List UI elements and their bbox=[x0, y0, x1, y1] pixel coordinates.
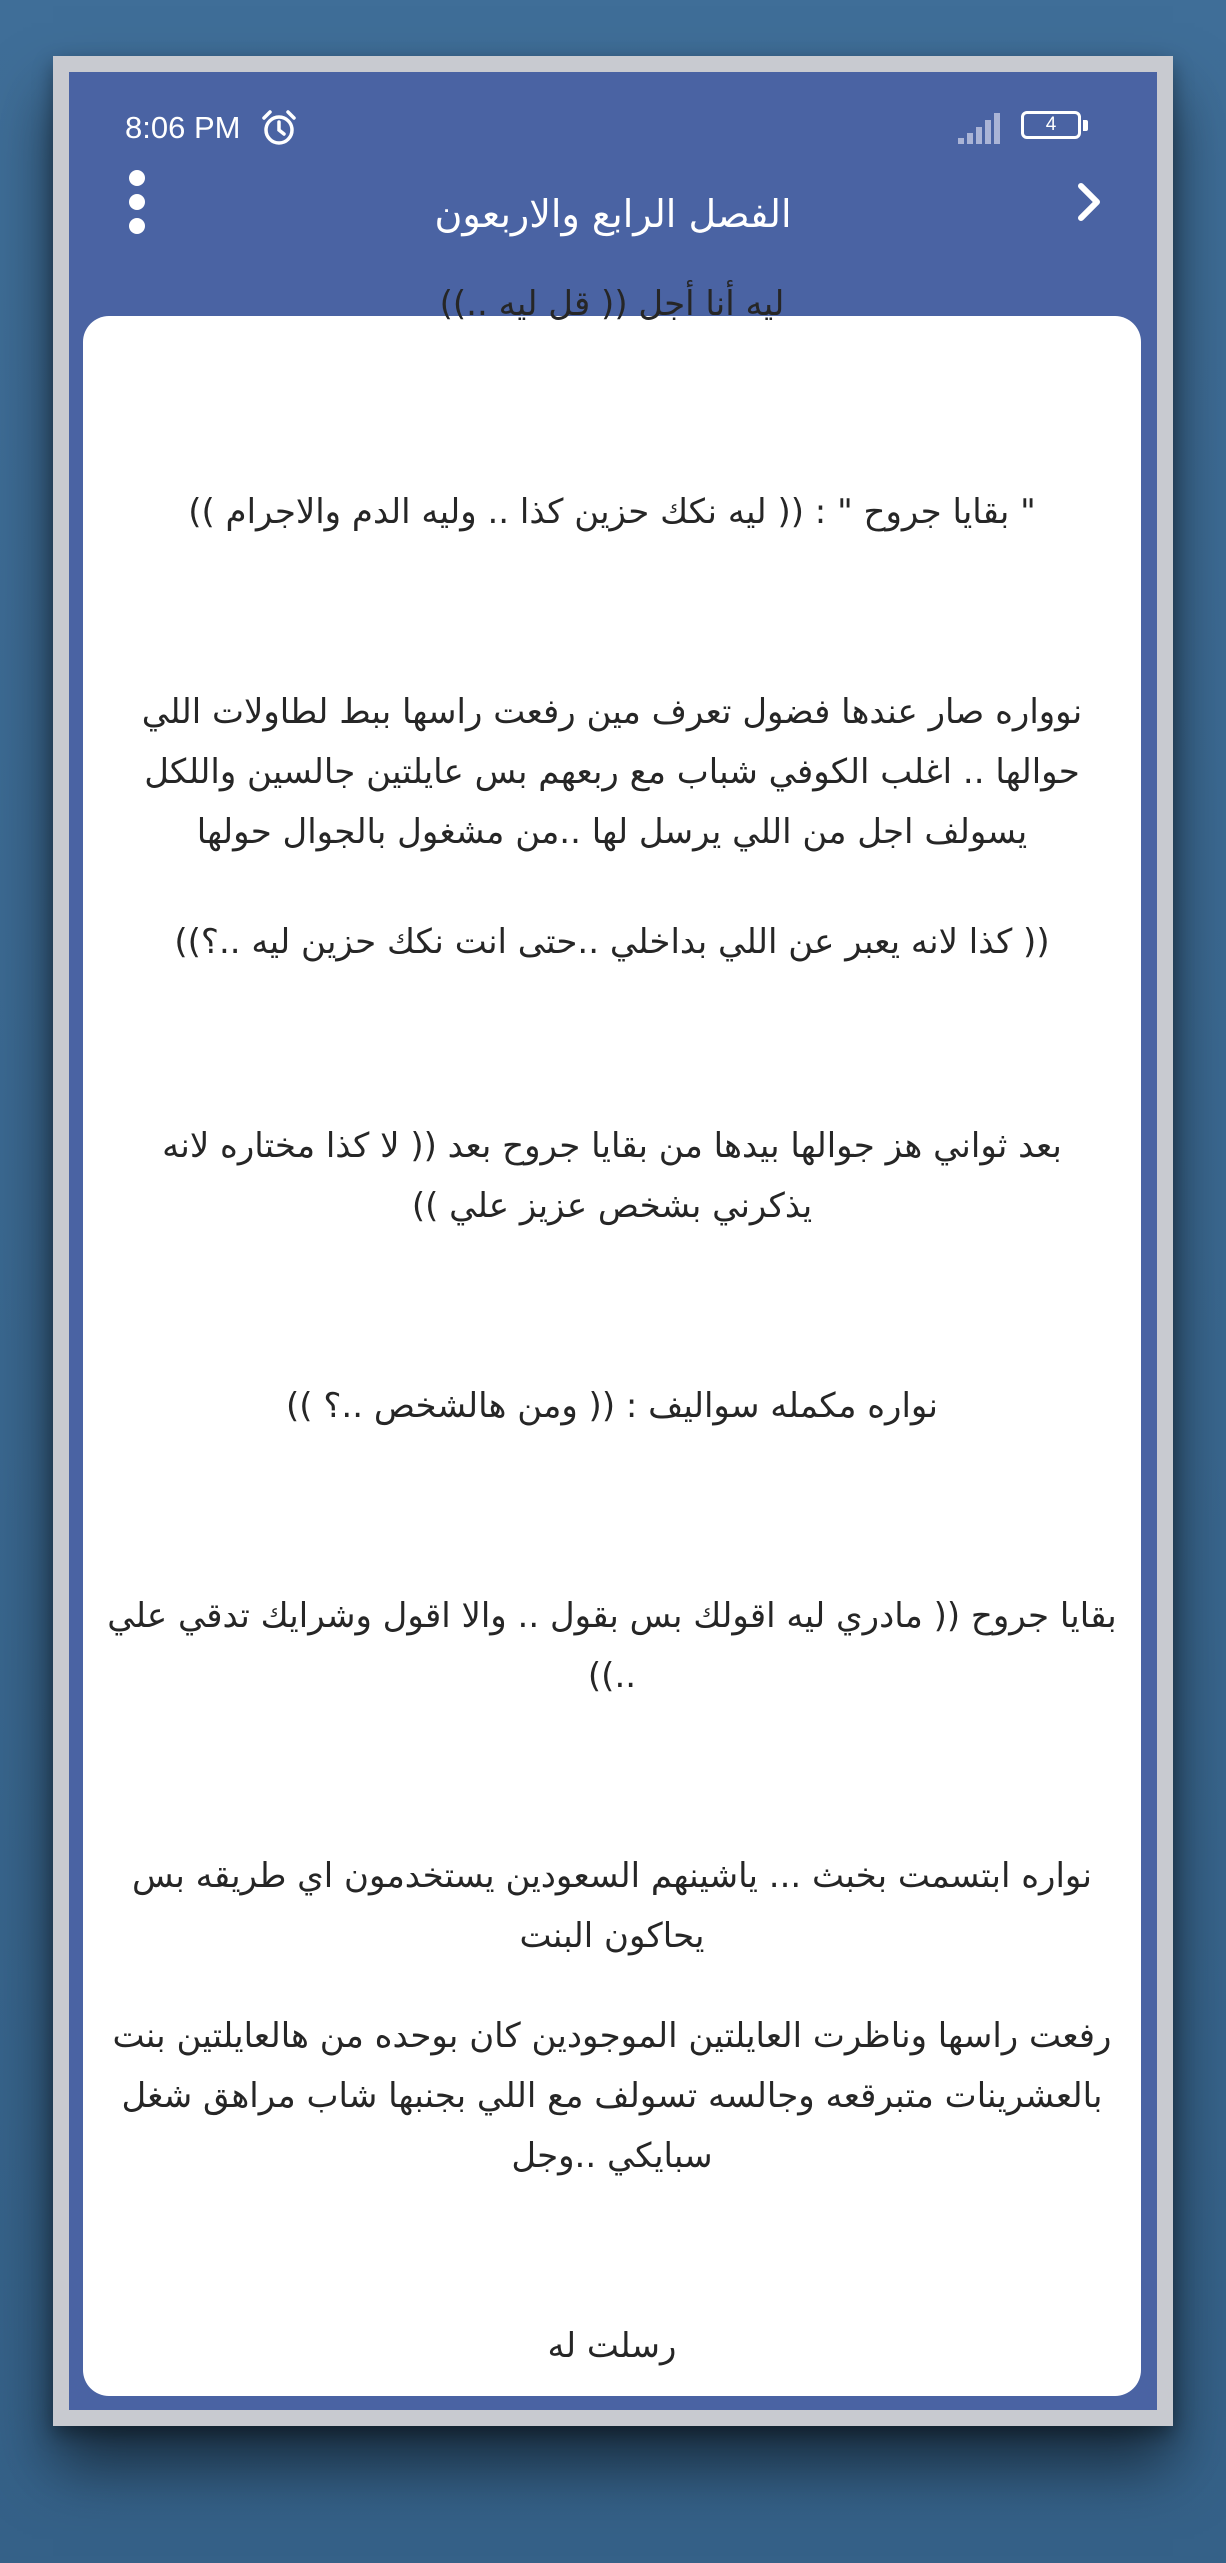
paragraph-7: بقايا جروح (( مادري ليه اقولك بس بقول .. والا اقول وشرايك تدقي علي ..)) bbox=[107, 1596, 1117, 1696]
status-bar bbox=[69, 72, 1157, 172]
app-screen bbox=[69, 72, 1157, 2410]
paragraph-2: " بقايا جروح " : (( ليه نكك حزين كذا .. وليه الدم والاجرام )) bbox=[188, 492, 1036, 532]
paragraph-1: ﻟﻴﻪ ﺃﻧﺎ ﺃﺟﻞ (( ﻗﻞ ﻟﻴﻪ ..)) bbox=[439, 284, 785, 324]
more-vertical-icon bbox=[129, 170, 145, 186]
paragraph-5: بعد ثواني هز جوالها بيدها من بقايا جروح بعد (( لا كذا مختاره لانه يذكرني بشخص عزيز علي )) bbox=[162, 1126, 1062, 1226]
paragraph-6: نواره مكمله سواليف : (( ومن هالشخص ..؟ )) bbox=[286, 1386, 938, 1426]
alarm-clock-icon bbox=[259, 108, 299, 148]
battery-level: 4 bbox=[1045, 114, 1057, 135]
more-vertical-icon-dot bbox=[129, 218, 145, 234]
battery-tip bbox=[1083, 120, 1088, 131]
paragraph-4: (( كذا لانه يعبر عن اللي بداخلي ..حتى انت نكك حزين ليه ..؟)) bbox=[174, 922, 1050, 962]
phone-frame bbox=[53, 56, 1173, 2426]
paragraph-3: نوواره صار عندها فضول تعرف مين رفعت راسها ببط لطاولات اللي حوالها .. اغلب الكوفي شباب مع ربعهم بس عايلتين جالسين واللكل يسولف اجل من اللي يرسل لها ..من مشغول بالجوال حولها bbox=[141, 692, 1083, 852]
more-options-button[interactable] bbox=[117, 162, 157, 242]
paragraph-8: نواره ابتسمت بخبث ... ياشينهم السعودين يستخدمون اي طريقه بس يحاكون البنت bbox=[132, 1856, 1092, 1956]
signal-icon bbox=[956, 111, 1006, 145]
status-time: 8:06 PM bbox=[125, 110, 241, 145]
more-vertical-icon-dot bbox=[129, 194, 145, 210]
paragraph-9: رفعت راسها وناظرت العايلتين الموجودين كان بوحده من هالعايلتين بنت بالعشرينات متبرقعه وجالسه تسولف مع اللي بجنبها شاب مراهق شغل سبايكي ..وجل bbox=[112, 2016, 1112, 2176]
chapter-content bbox=[83, 284, 1141, 2396]
battery-icon bbox=[1021, 111, 1091, 143]
chevron-right-icon[interactable] bbox=[1059, 172, 1119, 232]
page-title: الفصل الرابع والاربعون bbox=[434, 192, 792, 236]
paragraph-10: رسلت له bbox=[547, 2326, 677, 2366]
